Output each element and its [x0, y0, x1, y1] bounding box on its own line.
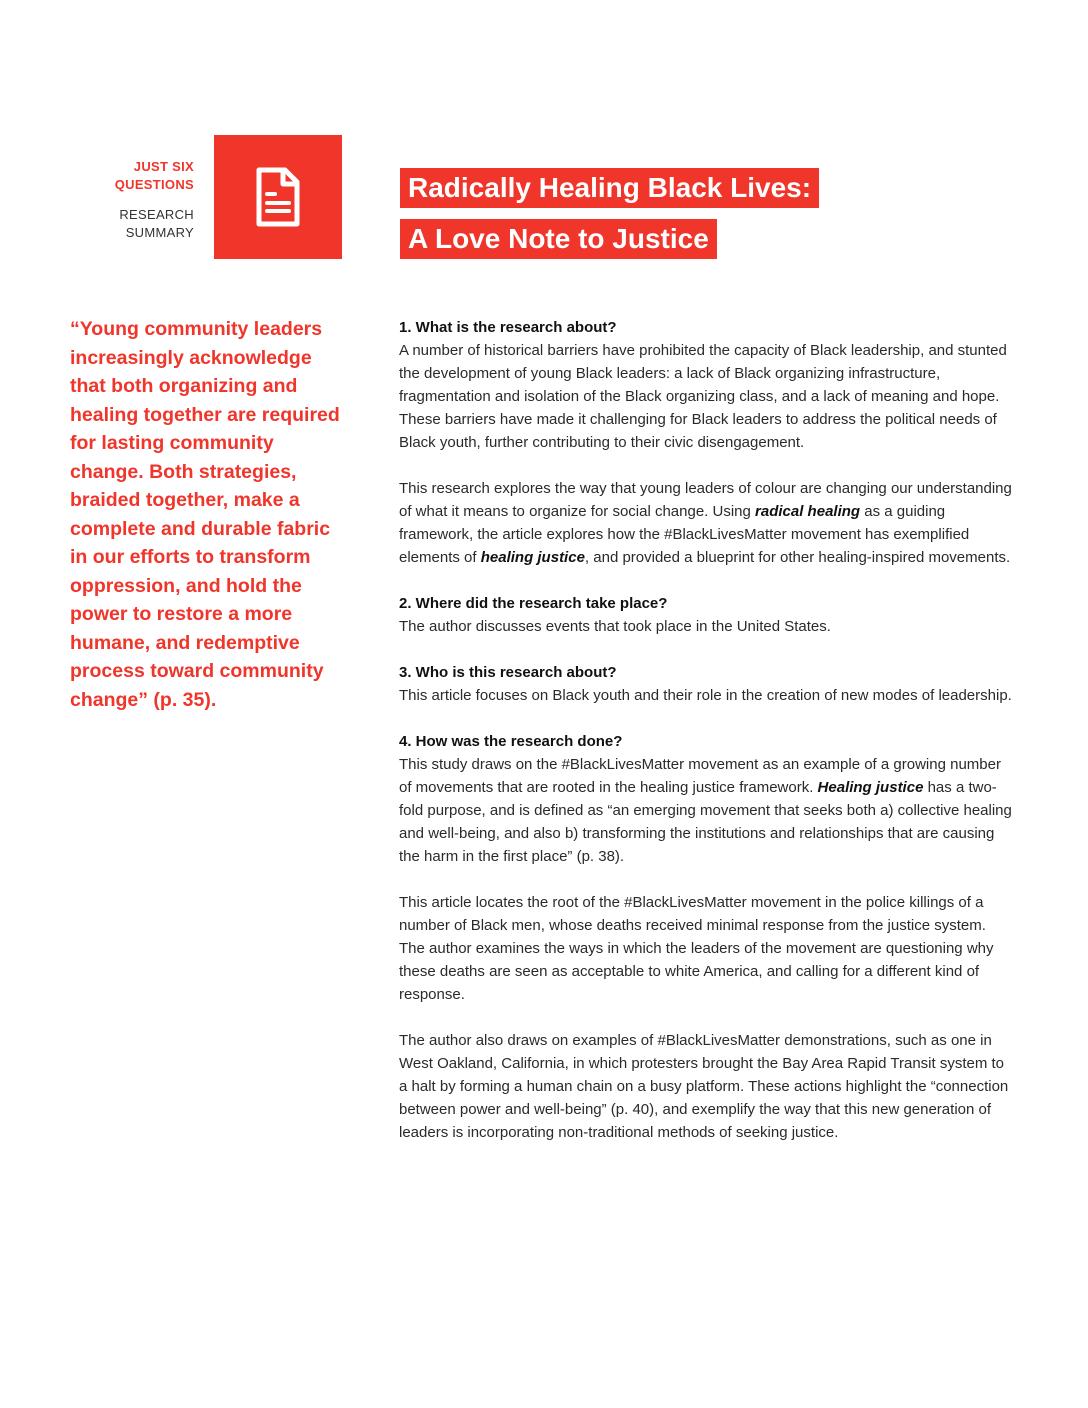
- question-1-heading: 1. What is the research about?: [399, 319, 617, 336]
- q1-p2-text-a: This research explores the way that young leaders of colour are changing our understanding of what it means to organize for social change. Using: [399, 480, 1012, 520]
- question-2-answer: The author discusses events that took place in the United States.: [399, 618, 831, 635]
- series-label-line1: JUST SIX: [133, 159, 194, 174]
- question-4-paragraph-2: This article locates the root of the #BlackLivesMatter movement in the police killings of a number of Black men, whose deaths received minimal response from the justice system. The author examines the ways in which the leaders of the movement are questioning why these deaths are seen as acceptable to white America, and calling for a different kind of response.: [399, 894, 994, 1003]
- series-label: [115, 158, 194, 194]
- question-4-paragraph-1: [399, 753, 1014, 868]
- q1-p2-text-e: , and provided a blueprint for other healing-inspired movements.: [584, 549, 1011, 566]
- pull-quote: “Young community leaders increasingly acknowledge that both organizing and healing together are required for lasting community change. Both strategies, braided together, make a complete and durable fabric in our efforts to transform oppression, and hold the power to restore a more humane, and redemptive process toward community change” (p. 35).: [70, 318, 340, 711]
- title-line-2: A Love Note to Justice: [400, 219, 717, 259]
- summary-label: [119, 206, 194, 242]
- question-3-heading: 3. Who is this research about?: [399, 664, 617, 681]
- question-1-paragraph-1: A number of historical barriers have prohibited the capacity of Black leadership, and stunted the development of young Black leaders: a lack of Black organizing infrastructure, fragmentation and isolation of the Black organizing class, and a lack of meaning and hope. These barriers have made it challenging for Black leaders to address the political needs of Black youth, further contributing to their civic disengagement.: [399, 342, 1007, 451]
- question-4-heading: 4. How was the research done?: [399, 733, 623, 750]
- document-icon-box: [214, 135, 342, 259]
- summary-label-line1: RESEARCH: [119, 207, 194, 222]
- summary-label-line2: SUMMARY: [125, 225, 194, 240]
- q4-p1-text-c: has a two-fold purpose, and is defined as “an emerging movement that seeks both a) collective healing and well-being, and also b) transforming the institutions and relationships that are causing the harm in the first place” (p. 38).: [399, 779, 1012, 865]
- radical-healing-term: radical healing: [755, 503, 861, 520]
- question-4-paragraph-3: The author also draws on examples of #BlackLivesMatter demonstrations, such as one in West Oakland, California, in which protesters brought the Bay Area Rapid Transit system to a halt by forming a human chain on a busy platform. These actions highlight the “connection between power and well-being” (p. 40), and exemplify the way that this new generation of leaders is incorporating non-traditional methods of seeking justice.: [399, 1032, 1009, 1141]
- q1-p2-text-c: as a guiding framework, the article explores how the #BlackLivesMatter movement has exemplified elements of: [399, 503, 970, 566]
- main-content: [399, 316, 1014, 1167]
- question-1-paragraph-2: [399, 477, 1014, 569]
- question-3-answer: This article focuses on Black youth and their role in the creation of new modes of leadership.: [399, 687, 1012, 704]
- healing-justice-term: healing justice: [480, 549, 585, 566]
- title-line-1: Radically Healing Black Lives:: [400, 168, 819, 208]
- q4-p1-text-a: This study draws on the #BlackLivesMatter movement as an example of a growing number of movements that are rooted in the healing justice framework.: [399, 756, 1001, 796]
- question-2-heading: 2. Where did the research take place?: [399, 595, 668, 612]
- series-label-line2: QUESTIONS: [114, 177, 194, 192]
- healing-justice-term-2: Healing justice: [817, 779, 924, 796]
- document-icon: [253, 166, 303, 228]
